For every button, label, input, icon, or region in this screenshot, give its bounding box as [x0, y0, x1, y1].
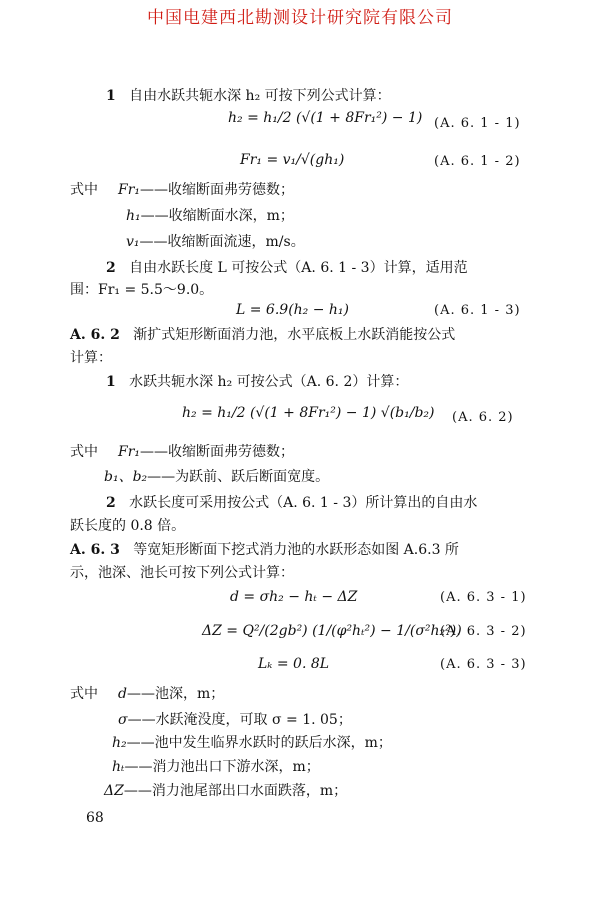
- variable-definition: ΔZ——消力池尾部出口水面跌落，m；: [104, 783, 348, 799]
- where-label: 式中: [70, 182, 98, 198]
- equation-number-a632: (A. 6. 3 - 2): [440, 624, 527, 639]
- item-text: 自由水跃共轭水深 h₂ 可按下列公式计算：: [129, 88, 391, 104]
- item-number: 1: [106, 88, 116, 104]
- variable-definition: d——池深，m；: [118, 686, 225, 702]
- equation-number-a62: (A. 6. 2): [452, 410, 514, 425]
- where-label: 式中: [70, 444, 98, 460]
- item-2-line-1: 2 自由水跃长度 L 可按公式（A. 6. 1 - 3）计算，适用范: [106, 260, 468, 276]
- variable-definition: h₁——收缩断面水深，m；: [126, 208, 294, 224]
- section-number: A. 6. 3: [70, 542, 120, 558]
- variable-definition: hₜ——消力池出口下游水深，m；: [112, 759, 320, 775]
- equation-a633: Lₖ = 0. 8L: [258, 656, 330, 672]
- equation-a631: d = σh₂ − hₜ − ΔZ: [230, 589, 358, 605]
- section-a62-line-2: 计算：: [70, 350, 112, 366]
- item-1-line: 1 水跃共轭水深 h₂ 可按公式（A. 6. 2）计算：: [106, 374, 409, 390]
- equation-number-a613: (A. 6. 1 - 3): [434, 303, 521, 318]
- variable-definition: Fr₁——收缩断面弗劳德数；: [118, 182, 295, 198]
- equation-number-a631: (A. 6. 3 - 1): [440, 590, 527, 605]
- variable-definition: σ——水跃淹没度，可取 σ = 1. 05；: [118, 712, 352, 728]
- page-header-title: 中国电建西北勘测设计研究院有限公司: [147, 8, 453, 28]
- variable-definition: v₁——收缩断面流速，m/s。: [126, 234, 305, 250]
- section-a63-line-1: A. 6. 3 等宽矩形断面下挖式消力池的水跃形态如图 A.6.3 所: [70, 542, 459, 558]
- item-1-line: [106, 86, 391, 106]
- item-2-line-1: 2 水跃长度可采用按公式（A. 6. 1 - 3）所计算出的自由水: [106, 495, 478, 511]
- section-a62-line-1: A. 6. 2 渐扩式矩形断面消力池，水平底板上水跃消能按公式: [70, 327, 456, 343]
- page-number: 68: [86, 810, 104, 826]
- equation-a612: Fr₁ = v₁/√(gh₁): [240, 152, 345, 168]
- where-label: 式中: [70, 686, 98, 702]
- equation-number-a611: (A. 6. 1 - 1): [434, 116, 521, 131]
- equation-a62: h₂ = h₁/2 (√(1 + 8Fr₁²) − 1) √(b₁/b₂): [182, 405, 435, 421]
- equation-number-a633: (A. 6. 3 - 3): [440, 657, 527, 672]
- item-2-line-2: 跃长度的 0.8 倍。: [70, 518, 186, 534]
- equation-a611: h₂ = h₁/2 (√(1 + 8Fr₁²) − 1): [228, 110, 423, 126]
- equation-a632: ΔZ = Q²/(2gb²) (1/(φ²hₜ²) − 1/(σ²h₂²)): [202, 623, 462, 639]
- variable-definition: b₁、b₂——为跃前、跃后断面宽度。: [104, 469, 330, 485]
- variable-definition: Fr₁——收缩断面弗劳德数；: [118, 444, 295, 460]
- equation-a613: L = 6.9(h₂ − h₁): [236, 302, 350, 318]
- variable-definition: h₂——池中发生临界水跃时的跃后水深，m；: [112, 735, 392, 751]
- section-number: A. 6. 2: [70, 327, 120, 343]
- section-a63-line-2: 示，池深、池长可按下列公式计算：: [70, 565, 294, 581]
- item-2-line-2: 围：Fr₁ = 5.5～9.0。: [70, 282, 214, 298]
- equation-number-a612: (A. 6. 1 - 2): [434, 154, 521, 169]
